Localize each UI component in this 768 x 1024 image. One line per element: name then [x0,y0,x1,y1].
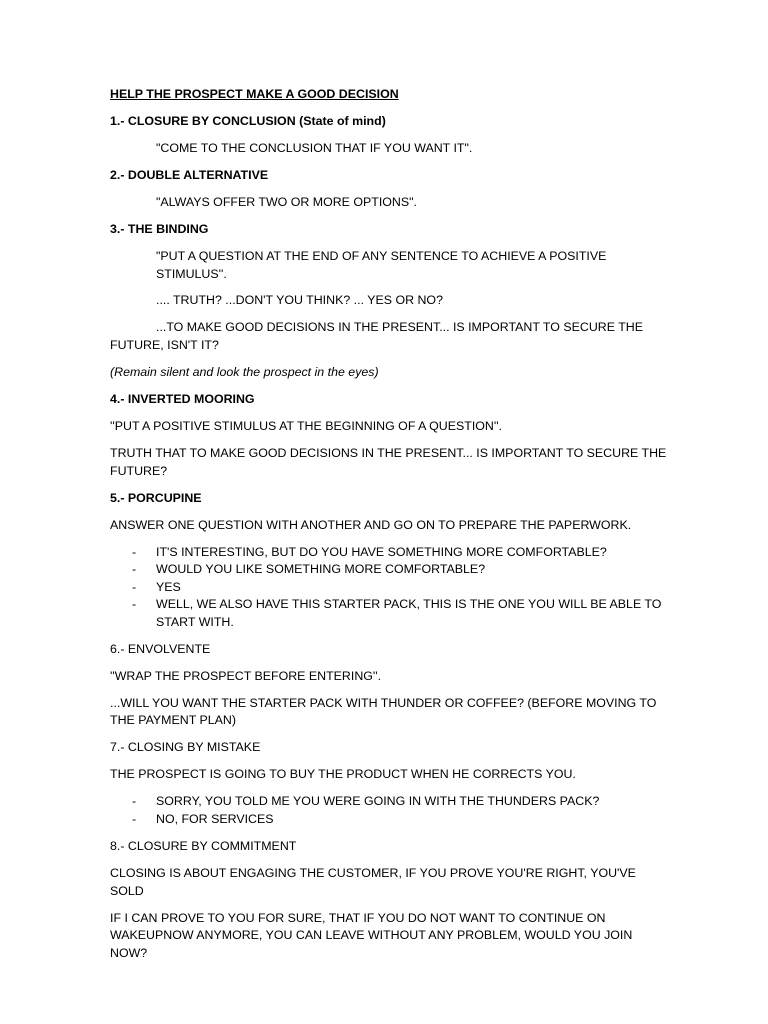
document-title: HELP THE PROSPECT MAKE A GOOD DECISION [110,87,399,101]
section-5-list [110,544,670,632]
section-2-quote: "ALWAYS OFFER TWO OR MORE OPTIONS". [156,194,417,209]
section-6-quote: ''WRAP THE PROSPECT BEFORE ENTERING''. [110,668,382,683]
section-7-heading: 7.- CLOSING BY MISTAKE [110,740,261,755]
list-item-text: NO, FOR SERVICES [156,812,274,827]
section-2-heading: 2.- DOUBLE ALTERNATIVE [110,167,269,182]
section-6-heading: 6.- ENVOLVENTE [110,641,211,656]
list-item-text: WOULD YOU LIKE SOMETHING MORE COMFORTABLE? [156,562,486,577]
section-3-example-2-line-2: FUTURE, ISN'T IT? [110,338,219,353]
list-item-text: YES [156,579,181,594]
list-item-text: WELL, WE ALSO HAVE THIS STARTER PACK, THIS IS THE ONE YOU WILL BE ABLE TO START WITH. [156,597,662,629]
section-4-heading: 4.- INVERTED MOORING [110,392,255,407]
dash-bullet: - [132,562,137,577]
section-3-heading: 3.- THE BINDING [110,221,209,236]
section-8-heading: 8.- CLOSURE BY COMMITMENT [110,839,297,853]
section-3-example-2-line-1: ...TO MAKE GOOD DECISIONS IN THE PRESENT... IS IMPORTANT TO SECURE THE [156,320,643,335]
section-1-heading: 1.- CLOSURE BY CONCLUSION (State of mind) [110,113,386,128]
section-7-list [110,793,670,828]
dash-bullet: - [132,597,137,612]
section-3-note: (Remain silent and look the prospect in the eyes) [110,365,379,380]
section-4-example: TRUTH THAT TO MAKE GOOD DECISIONS IN THE PRESENT... IS IMPORTANT TO SECURE THE FUTURE? [110,446,667,478]
dash-bullet: - [132,544,137,559]
list-item [110,544,670,562]
dash-bullet: - [132,794,137,809]
list-item [110,579,670,597]
section-3-example-1: .... TRUTH? ...DON'T YOU THINK? ... YES OR NO? [156,293,443,308]
section-1-quote: "COME TO THE CONCLUSION THAT IF YOU WANT IT". [156,140,473,155]
document-body [110,86,670,972]
section-3-quote: "PUT A QUESTION AT THE END OF ANY SENTENCE TO ACHIEVE A POSITIVE STIMULUS''. [156,248,607,281]
section-8-example: IF I CAN PROVE TO YOU FOR SURE, THAT IF YOU DO NOT WANT TO CONTINUE ON WAKEUPNOW ANYMORE, YOU CAN LEAVE WITHOUT ANY PROBLEM, WOULD YOU JOIN NOW? [110,910,633,960]
section-6-example: ...WILL YOU WANT THE STARTER PACK WITH THUNDER OR COFFEE? (BEFORE MOVING TO THE PAYMENT PLAN) [110,695,657,728]
section-4-quote: ''PUT A POSITIVE STIMULUS AT THE BEGINNING OF A QUESTION''. [110,419,503,434]
list-item [110,811,670,829]
list-item [110,793,670,811]
section-5-text: ANSWER ONE QUESTION WITH ANOTHER AND GO ON TO PREPARE THE PAPERWORK. [110,517,632,532]
section-3-example-2 [110,319,670,354]
dash-bullet: - [132,812,137,827]
list-item [110,596,670,631]
list-item-text: SORRY, YOU TOLD ME YOU WERE GOING IN WITH THE THUNDERS PACK? [156,794,600,809]
list-item-text: IT'S INTERESTING, BUT DO YOU HAVE SOMETHING MORE COMFORTABLE? [156,544,607,559]
list-item [110,561,670,579]
section-5-heading: 5.- PORCUPINE [110,490,202,505]
section-8-text: CLOSING IS ABOUT ENGAGING THE CUSTOMER, IF YOU PROVE YOU'RE RIGHT, YOU'VE SOLD [110,865,636,898]
dash-bullet: - [132,579,137,594]
section-7-text: THE PROSPECT IS GOING TO BUY THE PRODUCT WHEN HE CORRECTS YOU. [110,767,576,782]
